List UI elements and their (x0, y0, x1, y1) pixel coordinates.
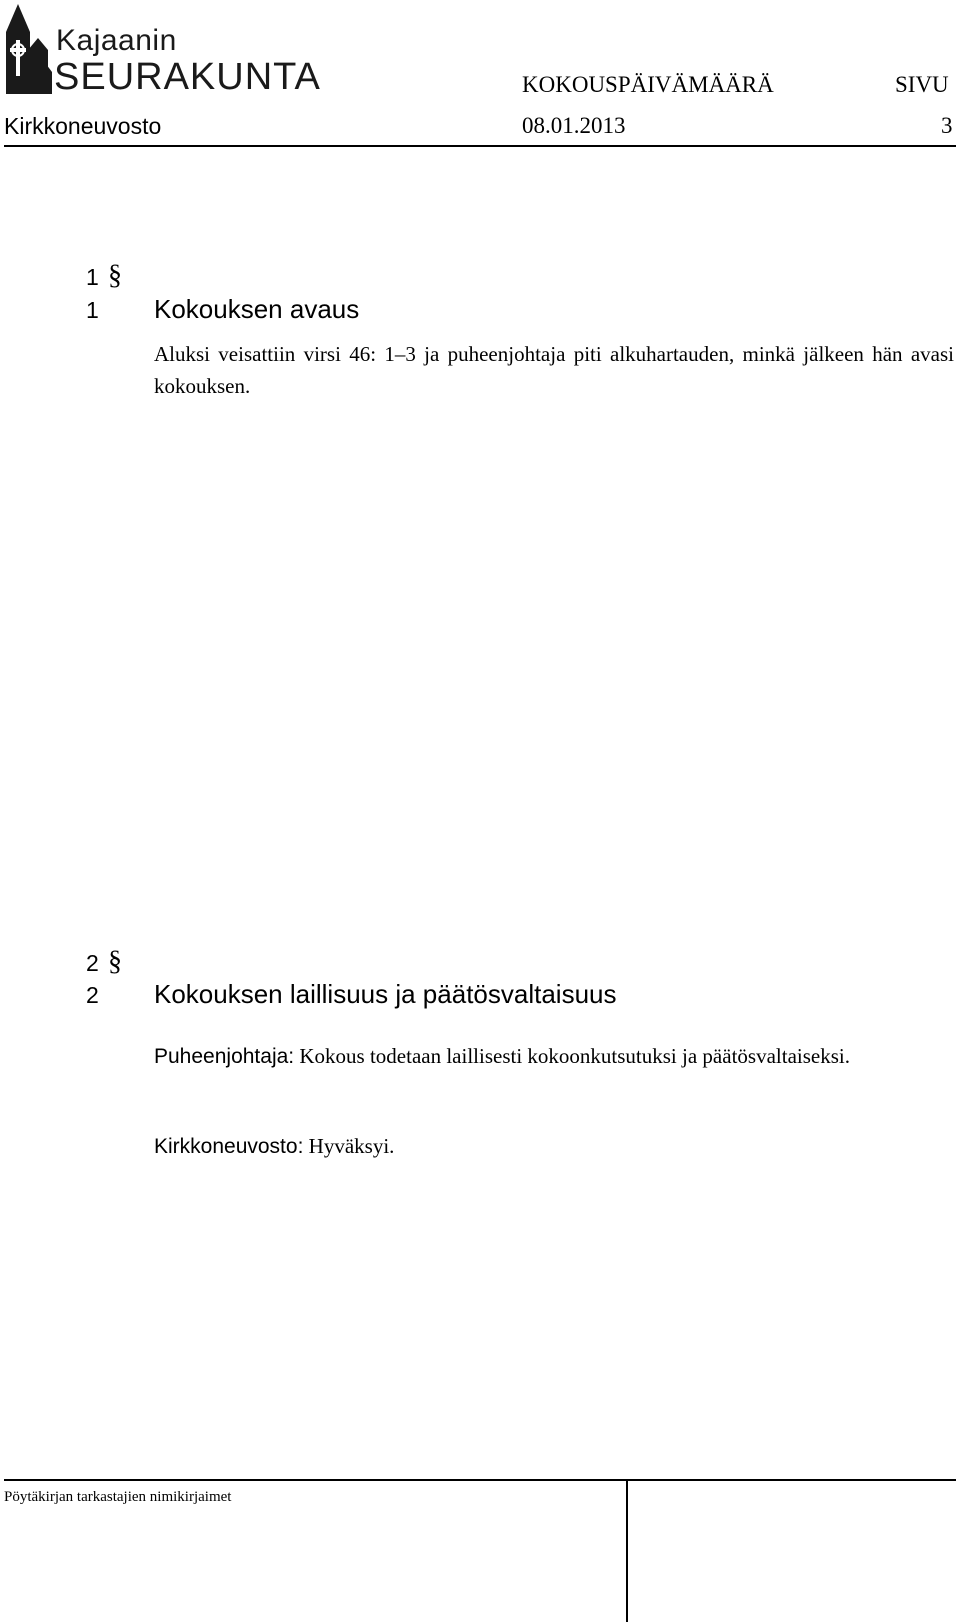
proposal-paragraph (154, 1040, 954, 1073)
header-divider (4, 145, 956, 147)
section-heading: Kokouksen avaus (154, 294, 360, 324)
date-label: KOKOUSPÄIVÄMÄÄRÄ (522, 72, 774, 97)
logo-text-kajaanin: Kajaanin (56, 24, 177, 57)
footer-column-divider (626, 1480, 628, 1622)
page-label: SIVU (895, 72, 949, 97)
church-logo (4, 2, 324, 97)
page-number: 3 (941, 113, 953, 138)
section-sign: § (108, 946, 122, 977)
proposal-label: Puheenjohtaja: (154, 1045, 295, 1068)
decision-text: Hyväksyi. (308, 1134, 395, 1158)
proposal-text: Kokous todetaan laillisesti kokoonkutsutuksi ja päätösvaltaiseksi. (299, 1044, 850, 1068)
footer-divider (4, 1479, 956, 1481)
section-number: 1 (86, 264, 99, 290)
section-number-repeat: 2 (86, 982, 99, 1008)
logo-text-seurakunta: SEURAKUNTA (54, 56, 321, 98)
section-sign: § (108, 260, 122, 291)
section-heading: Kokouksen laillisuus ja päätösvaltaisuus (154, 979, 617, 1009)
section-number: 2 (86, 950, 99, 976)
section-paragraph: Aluksi veisattiin virsi 46: 1–3 ja puheenjohtaja piti alkuhartauden, minkä jälkeen hän avasi kokouksen. (154, 342, 954, 398)
date-value: 08.01.2013 (522, 113, 626, 138)
body-name: Kirkkoneuvosto (4, 113, 162, 139)
footer-initials-label: Pöytäkirjan tarkastajien nimikirjaimet (4, 1489, 232, 1505)
decision-label: Kirkkoneuvosto: (154, 1135, 304, 1158)
section-number-repeat: 1 (86, 297, 99, 323)
decision-paragraph (154, 1130, 954, 1163)
